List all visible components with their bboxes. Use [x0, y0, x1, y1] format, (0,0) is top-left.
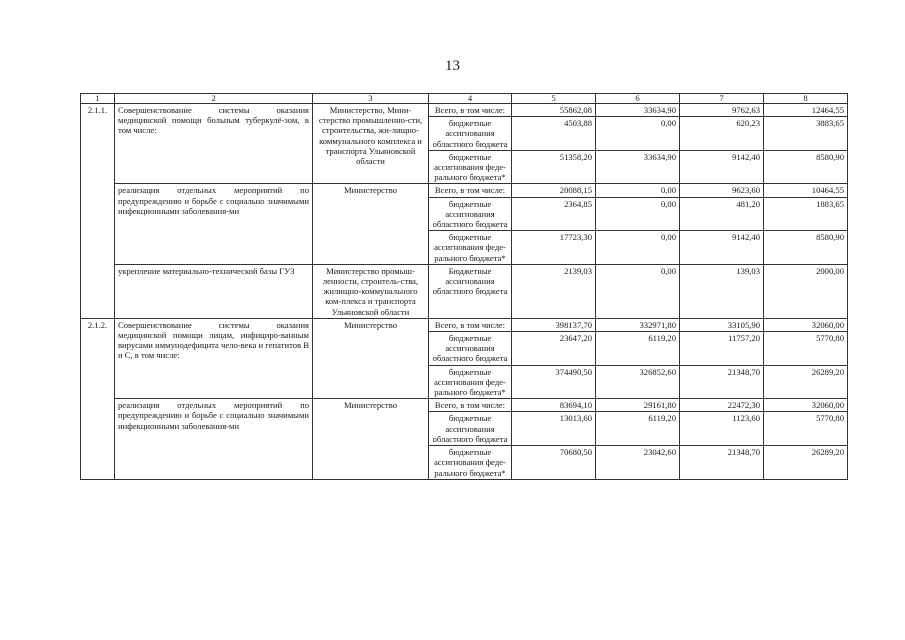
amount-col7: 21348,70 [680, 365, 764, 399]
funding-source: бюджетные ассигнования феде-рального бюджета* [429, 446, 512, 480]
funding-source: бюджетные ассигнования областного бюджета [429, 197, 512, 231]
amount-col5: 70680,50 [512, 446, 596, 480]
amount-col5: 55862,08 [512, 104, 596, 117]
amount-col5: 374490,50 [512, 365, 596, 399]
amount-col8: 32060,00 [764, 318, 848, 331]
amount-col6: 29161,80 [596, 399, 680, 412]
column-header: 8 [764, 94, 848, 104]
funding-source: Всего, в том числе: [429, 318, 512, 331]
amount-col8: 2000,00 [764, 264, 848, 318]
amount-col5: 13013,60 [512, 412, 596, 446]
amount-col7: 11757,20 [680, 332, 764, 366]
table-row [81, 399, 848, 412]
amount-col7: 9142,40 [680, 231, 764, 265]
amount-col7: 481,20 [680, 197, 764, 231]
column-header: 6 [596, 94, 680, 104]
funding-source: Всего, в том числе: [429, 184, 512, 197]
amount-col6: 23042,60 [596, 446, 680, 480]
item-number: 2.1.2. [81, 318, 115, 479]
amount-col7: 22472,30 [680, 399, 764, 412]
executor: Министерство промыш-ленности, строитель-ства, жилищно-коммунального ком-плекса и транспорта Ульяновской области [313, 264, 429, 318]
executor: Министерство [313, 184, 429, 264]
amount-col5: 2364,85 [512, 197, 596, 231]
amount-col7: 620,23 [680, 117, 764, 151]
column-header: 7 [680, 94, 764, 104]
amount-col7: 139,03 [680, 264, 764, 318]
amount-col8: 32060,00 [764, 399, 848, 412]
amount-col8: 26289,20 [764, 365, 848, 399]
activity-name: реализация отдельных мероприятий по предупреждению и борьбе с социально значимыми инфекционными заболевания-ми [115, 399, 313, 479]
table-row [81, 184, 848, 197]
amount-col8: 3883,65 [764, 117, 848, 151]
amount-col8: 5770,80 [764, 332, 848, 366]
amount-col5: 51358,20 [512, 150, 596, 184]
amount-col8: 12464,55 [764, 104, 848, 117]
activity-name: реализация отдельных мероприятий по предупреждению и борьбе с социально значимыми инфекционными заболевания-ми [115, 184, 313, 264]
amount-col5: 4503,88 [512, 117, 596, 151]
amount-col7: 9142,40 [680, 150, 764, 184]
table-row [81, 104, 848, 117]
column-header: 5 [512, 94, 596, 104]
executor: Министерство [313, 318, 429, 398]
amount-col6: 6119,20 [596, 412, 680, 446]
funding-source: бюджетные ассигнования феде-рального бюджета* [429, 365, 512, 399]
amount-col8: 8580,90 [764, 231, 848, 265]
amount-col8: 8580,90 [764, 150, 848, 184]
table-row [81, 318, 848, 331]
amount-col6: 332971,80 [596, 318, 680, 331]
amount-col6: 0,00 [596, 264, 680, 318]
column-number-row [81, 94, 848, 104]
activity-name: Совершенствование системы оказания медицинской помощи лицам, инфициро-ванным вирусами иммунодефицита чело-века и гепатитов В и С, в том числе: [115, 318, 313, 398]
amount-col6: 0,00 [596, 117, 680, 151]
budget-table [80, 93, 848, 480]
funding-source: бюджетные ассигнования феде-рального бюджета* [429, 150, 512, 184]
activity-name: укрепление материально-технической базы ГУЗ [115, 264, 313, 318]
funding-source: бюджетные ассигнования областного бюджета [429, 332, 512, 366]
amount-col8: 10464,55 [764, 184, 848, 197]
funding-source: Всего, в том числе: [429, 104, 512, 117]
amount-col6: 0,00 [596, 197, 680, 231]
amount-col7: 33105,90 [680, 318, 764, 331]
column-header: 3 [313, 94, 429, 104]
amount-col7: 1123,60 [680, 412, 764, 446]
amount-col6: 326852,60 [596, 365, 680, 399]
executor: Министерство, Мини-стерство промышленно-сти, строительства, жи-лищно-коммунального комплекса и транспорта Ульяновской области [313, 104, 429, 184]
amount-col5: 2139,03 [512, 264, 596, 318]
executor: Министерство [313, 399, 429, 479]
funding-source: бюджетные ассигнования феде-рального бюджета* [429, 231, 512, 265]
amount-col6: 33634,90 [596, 104, 680, 117]
amount-col5: 17723,30 [512, 231, 596, 265]
funding-source: Бюджетные ассигнования областного бюджета [429, 264, 512, 318]
amount-col5: 20088,15 [512, 184, 596, 197]
amount-col6: 33634,90 [596, 150, 680, 184]
funding-source: бюджетные ассигнования областного бюджета [429, 117, 512, 151]
column-header: 1 [81, 94, 115, 104]
table-row [81, 264, 848, 318]
amount-col7: 9762,63 [680, 104, 764, 117]
amount-col7: 21348,70 [680, 446, 764, 480]
amount-col8: 5770,80 [764, 412, 848, 446]
amount-col6: 0,00 [596, 231, 680, 265]
activity-name: Совершенствование системы оказания медицинской помощи больным туберкулё-зом, в том числе: [115, 104, 313, 184]
amount-col8: 1883,65 [764, 197, 848, 231]
amount-col5: 23647,20 [512, 332, 596, 366]
amount-col7: 9623,60 [680, 184, 764, 197]
amount-col5: 83694,10 [512, 399, 596, 412]
page-number: 13 [445, 58, 460, 74]
amount-col6: 6119,20 [596, 332, 680, 366]
column-header: 4 [429, 94, 512, 104]
funding-source: Всего, в том числе: [429, 399, 512, 412]
amount-col5: 398137,70 [512, 318, 596, 331]
funding-source: бюджетные ассигнования областного бюджета [429, 412, 512, 446]
column-header: 2 [115, 94, 313, 104]
item-number: 2.1.1. [81, 104, 115, 319]
amount-col8: 26289,20 [764, 446, 848, 480]
amount-col6: 0,00 [596, 184, 680, 197]
